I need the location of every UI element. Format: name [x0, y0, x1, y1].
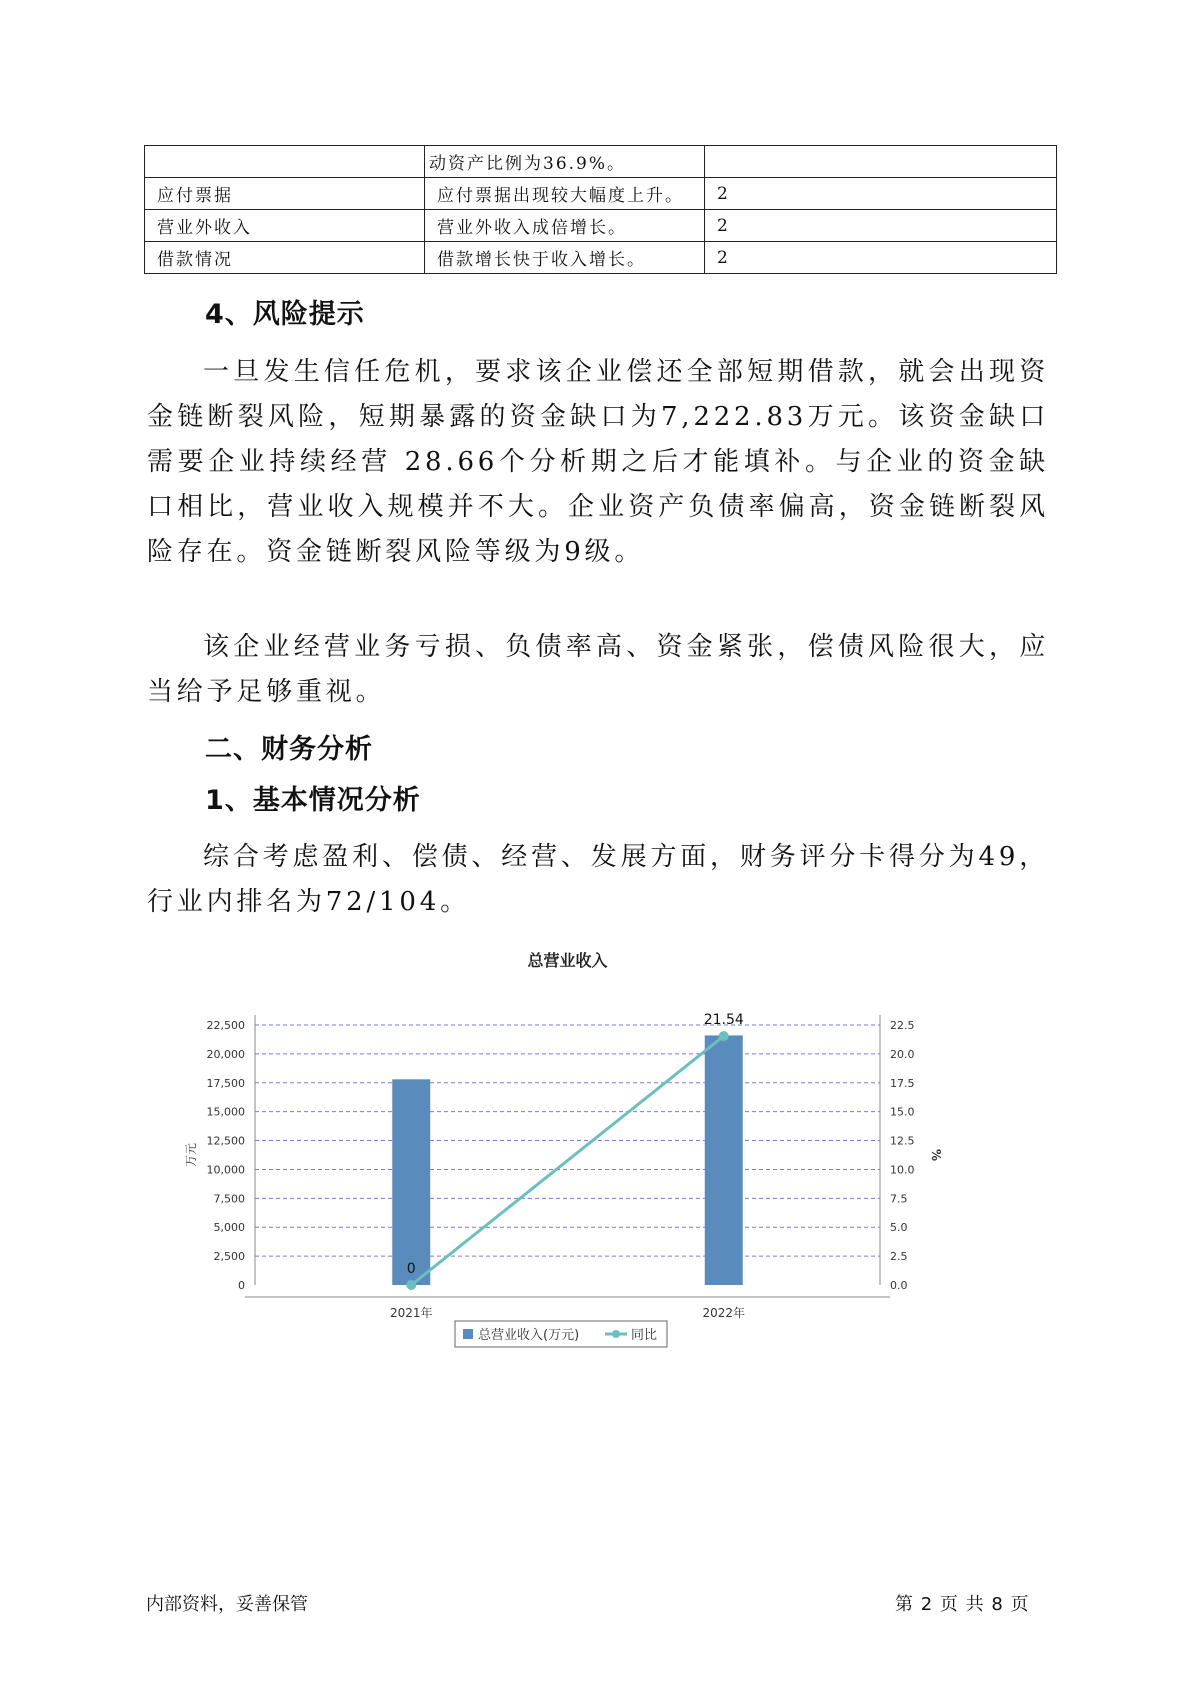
- risk-indicator-table: [144, 145, 1057, 274]
- risk-item-cell: [145, 146, 425, 178]
- section-heading-finance: 二、财务分析: [205, 734, 373, 765]
- bar-revenue: [392, 1079, 430, 1285]
- y-tick-label-right: 5.0: [890, 1221, 908, 1235]
- y-tick-label-left: 17,500: [206, 1076, 245, 1090]
- revenue-chart: [180, 950, 1020, 1420]
- risk-description-cell: 营业外收入成倍增长。: [425, 210, 705, 242]
- y-tick-label-right: 12.5: [890, 1134, 915, 1148]
- legend-marker-yoy: [612, 1330, 620, 1338]
- y-tick-label-left: 12,500: [206, 1134, 245, 1148]
- y-tick-label-left: 7,500: [213, 1192, 245, 1206]
- footer-confidential: 内部资料，妥善保管: [146, 1594, 308, 1615]
- y-tick-label-left: 10,000: [206, 1163, 245, 1177]
- table-row: [145, 242, 1057, 274]
- risk-score-cell: [705, 146, 1057, 178]
- footer-page-number: 第 2 页 共 8 页: [895, 1594, 1030, 1615]
- y-tick-label-right: 0.0: [890, 1279, 908, 1292]
- legend-label-revenue: 总营业收入(万元): [478, 1328, 580, 1343]
- y-tick-label-left: 0: [238, 1279, 245, 1292]
- sub-heading-basic: 1、基本情况分析: [205, 785, 421, 816]
- finance-paragraph: 综合考虑盈利、偿债、经营、发展方面，财务评分卡得分为49，行业内排名为72/104。: [147, 842, 1049, 917]
- risk-description-cell: 动资产比例为36.9%。: [425, 146, 705, 178]
- y-tick-label-right: 22.5: [890, 1019, 915, 1032]
- point-yoy: [406, 1280, 416, 1290]
- y-tick-label-left: 22,500: [206, 1019, 245, 1032]
- x-tick-label: 2021年: [389, 1306, 433, 1320]
- y-axis-label-left: 万元: [184, 1142, 198, 1168]
- y-tick-label-right: 2.5: [890, 1250, 908, 1264]
- y-tick-label-right: 10.0: [890, 1163, 915, 1177]
- risk-item-cell: 营业外收入: [145, 210, 425, 242]
- y-tick-label-left: 20,000: [206, 1047, 245, 1061]
- y-tick-label-left: 5,000: [213, 1221, 245, 1235]
- risk-score-cell: 2: [705, 178, 1057, 210]
- legend-swatch-revenue: [463, 1329, 473, 1339]
- risk-description-cell: 应付票据出现较大幅度上升。: [425, 178, 705, 210]
- risk-description-cell: 借款增长快于收入增长。: [425, 242, 705, 274]
- risk-item-cell: 应付票据: [145, 178, 425, 210]
- bar-revenue: [705, 1035, 743, 1285]
- x-tick-label: 2022年: [702, 1306, 746, 1320]
- risk-paragraph-2: 该企业经营业务亏损、负债率高、资金紧张，偿债风险很大，应当给予足够重视。: [147, 632, 1049, 707]
- table-row: [145, 178, 1057, 210]
- y-tick-label-right: 17.5: [890, 1076, 915, 1090]
- risk-score-cell: 2: [705, 210, 1057, 242]
- y-tick-label-right: 7.5: [890, 1192, 908, 1206]
- risk-item-cell: 借款情况: [145, 242, 425, 274]
- data-label-yoy: 21.54: [703, 1012, 744, 1029]
- table-row: [145, 146, 1057, 178]
- risk-score-cell: 2: [705, 242, 1057, 274]
- table-row: [145, 210, 1057, 242]
- y-tick-label-left: 2,500: [213, 1250, 245, 1264]
- y-tick-label-right: 15.0: [890, 1105, 915, 1119]
- section-heading-risk: 4、风险提示: [205, 299, 365, 330]
- y-axis-label-right: %: [929, 1148, 943, 1162]
- data-label-yoy: 0: [406, 1261, 416, 1277]
- y-tick-label-left: 15,000: [206, 1105, 245, 1119]
- chart-title: 总营业收入: [527, 951, 608, 970]
- line-yoy: [411, 1036, 724, 1285]
- point-yoy: [719, 1031, 729, 1041]
- legend-label-yoy: 同比: [631, 1328, 658, 1343]
- y-tick-label-right: 20.0: [890, 1047, 915, 1061]
- risk-paragraph-1: 一旦发生信任危机，要求该企业偿还全部短期借款，就会出现资金链断裂风险，短期暴露的资金缺口为7,222.83万元。该资金缺口需要企业持续经营 28.66个分析期之后才能填补。与企业的资金缺口相比，营业收入规模并不大。企业资产负债率偏高，资金链断裂风险存在。资金链断裂风险等级为9级。: [147, 357, 1049, 567]
